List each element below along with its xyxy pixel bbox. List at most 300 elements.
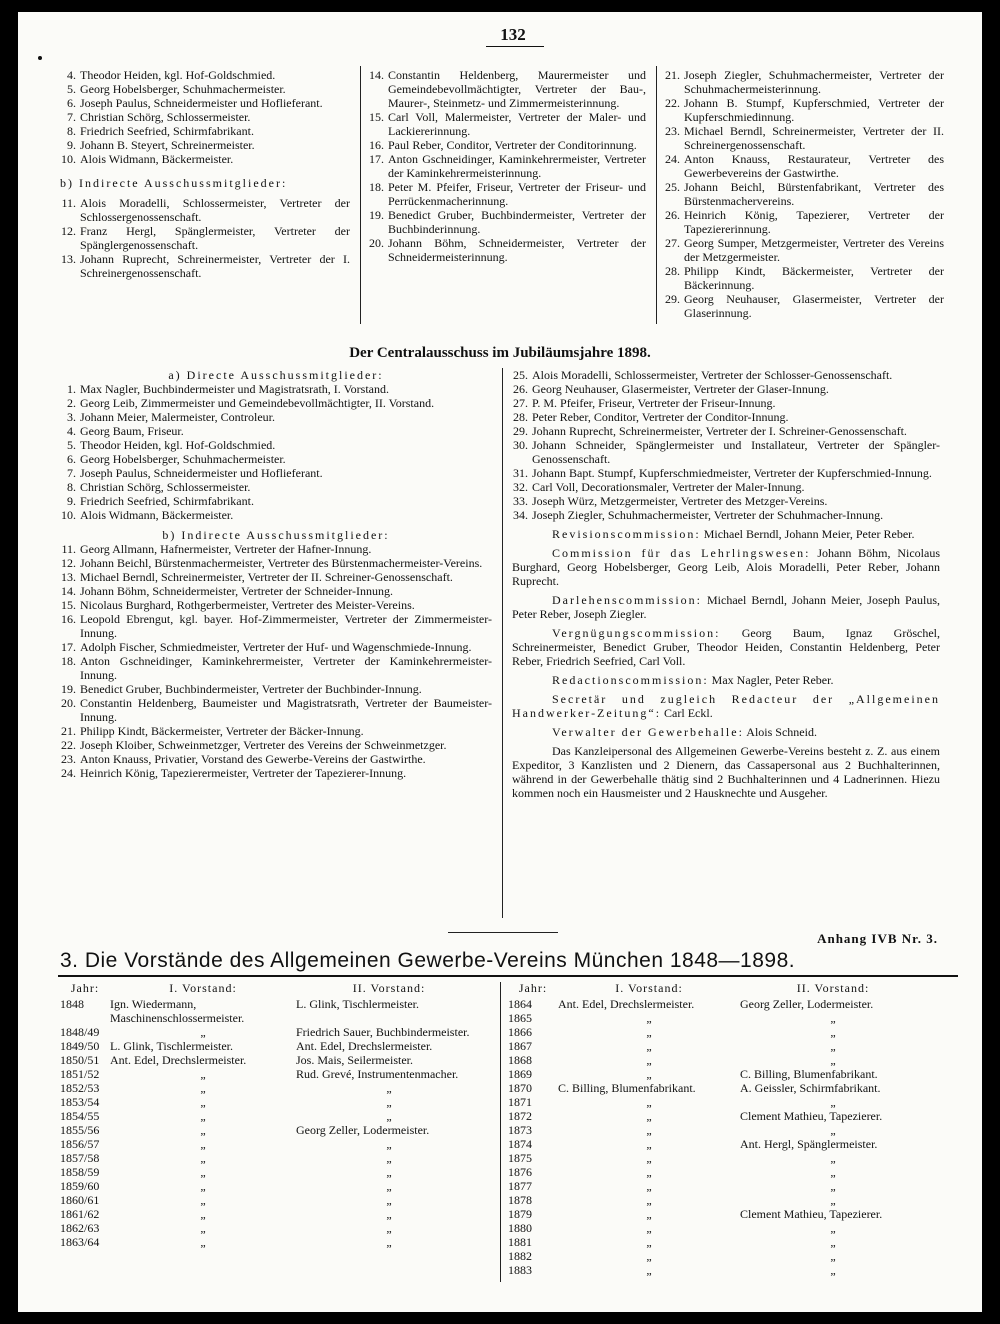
chairs-table-left bbox=[60, 982, 482, 1249]
item-text: Leopold Ebrengut, kgl. bayer. Hof-Zimmermeister, Vertreter der Zimmermeister-Innung. bbox=[80, 612, 492, 640]
item-number: 7. bbox=[67, 110, 76, 124]
list-item bbox=[368, 110, 646, 138]
item-text: Georg Sumper, Metzgermeister, Vertreter des Vereins der Metzgermeister. bbox=[684, 236, 944, 264]
commission-entry bbox=[512, 546, 940, 588]
first-chair-cell: „ bbox=[646, 1025, 652, 1039]
item-number: 32. bbox=[513, 480, 528, 494]
table-row bbox=[60, 1179, 482, 1193]
table-row bbox=[508, 1165, 926, 1179]
item-number: 10. bbox=[61, 152, 76, 166]
top-column-1 bbox=[60, 68, 350, 280]
second-chair-cell: „ bbox=[830, 1221, 836, 1235]
list-item bbox=[664, 264, 944, 292]
year-cell: 1849/50 bbox=[60, 1039, 100, 1053]
year-cell: 1868 bbox=[508, 1053, 532, 1067]
item-text: Carl Voll, Decorationsmaler, Vertreter der Maler-Innung. bbox=[532, 480, 805, 494]
first-chair-cell: „ bbox=[646, 1011, 652, 1025]
item-text: Benedict Gruber, Buchbindermeister, Vertreter der Buchbinderinnung. bbox=[388, 208, 646, 236]
list-item bbox=[60, 224, 350, 252]
item-number: 9. bbox=[67, 494, 76, 508]
list-item bbox=[60, 612, 492, 640]
item-number: 26. bbox=[513, 382, 528, 396]
item-number: 2. bbox=[67, 396, 76, 410]
document-page bbox=[18, 12, 982, 1312]
item-number: 20. bbox=[61, 696, 76, 710]
table-row bbox=[60, 1221, 482, 1235]
commission-name: Darlehenscommission: bbox=[552, 593, 702, 607]
list-item bbox=[60, 138, 350, 152]
item-text: Peter M. Pfeifer, Friseur, Vertreter der Friseur- und Perrückenmacherinnung. bbox=[388, 180, 646, 208]
item-number: 29. bbox=[513, 424, 528, 438]
table-row bbox=[60, 1193, 482, 1207]
first-chair-cell: „ bbox=[200, 1165, 206, 1179]
table-row bbox=[508, 1123, 926, 1137]
col-header-year: Jahr: bbox=[70, 981, 100, 995]
list-item bbox=[60, 82, 350, 96]
commission-name: Vergnügungscommission: bbox=[552, 626, 721, 640]
col-header-year: Jahr: bbox=[518, 981, 548, 995]
item-text: Johann Ruprecht, Schreinermeister, Vertreter der I. Schreinergenossenschaft. bbox=[80, 252, 350, 280]
item-number: 24. bbox=[61, 766, 76, 780]
list-item bbox=[368, 68, 646, 110]
table-row bbox=[60, 1235, 482, 1249]
second-chair-cell: „ bbox=[830, 1039, 836, 1053]
table-row bbox=[60, 1067, 482, 1081]
page-number: 132 bbox=[500, 25, 526, 44]
list-item bbox=[60, 480, 492, 494]
list-item bbox=[60, 494, 492, 508]
item-text: Johann Schneider, Spänglermeister und Installateur, Vertreter der Spängler-Genossenschaft. bbox=[532, 438, 940, 466]
list-item bbox=[60, 738, 492, 752]
list-item bbox=[512, 410, 940, 424]
year-cell: 1850/51 bbox=[60, 1053, 100, 1067]
item-text: Alois Widmann, Bäckermeister. bbox=[80, 508, 234, 522]
item-text: Georg Baum, Friseur. bbox=[80, 424, 184, 438]
item-number: 5. bbox=[67, 438, 76, 452]
table-row bbox=[60, 1123, 482, 1137]
table-row bbox=[508, 1179, 926, 1193]
second-chair-cell: C. Billing, Blumenfabrikant. bbox=[740, 1067, 878, 1081]
second-chair-cell: „ bbox=[830, 1249, 836, 1263]
item-text: Joseph Würz, Metzgermeister, Vertreter des Metzger-Vereins. bbox=[532, 494, 828, 508]
item-text: Philipp Kindt, Bäckermeister, Vertreter der Bäcker-Innung. bbox=[80, 724, 364, 738]
item-text: Georg Leib, Zimmermeister und Gemeindebevollmächtigter, II. Vorstand. bbox=[80, 396, 435, 410]
list-item bbox=[60, 556, 492, 570]
item-text: Georg Neuhauser, Glasermeister, Vertreter der Glaser-Innung. bbox=[532, 382, 829, 396]
list-item bbox=[60, 96, 350, 110]
list-item bbox=[368, 138, 646, 152]
commission-members: Carl Eckl. bbox=[661, 706, 713, 720]
list-item bbox=[60, 124, 350, 138]
item-text: Michael Berndl, Schreinermeister, Vertreter der II. Schreinergenossenschaft. bbox=[684, 124, 944, 152]
item-number: 20. bbox=[369, 236, 384, 250]
item-text: Constantin Heldenberg, Maurermeister und Gemeindebevollmächtigter, Vertreter der Bau-, Maurer-, Steinmetz- und Zimmermeisterinnung. bbox=[388, 68, 646, 110]
commission-entry bbox=[512, 593, 940, 621]
item-text: Joseph Paulus, Schneidermeister und Hoflieferant. bbox=[80, 96, 323, 110]
table-row bbox=[60, 1207, 482, 1221]
staff-note: Das Kanzleipersonal des Allgemeinen Gewerbe-Vereins besteht z. Z. aus einem Expeditor, 3 Kanzlisten und 2 Dienern, das Cassapersonal aus 2 Buchhalterinnen, während in der Gewerbehalle thätig sind 2 Buchhalterinnen und 4 Ladnerinnen. Hiezu kommen noch ein Hausmeister und 2 Hausknechte und Ausgeher. bbox=[512, 744, 940, 800]
item-number: 16. bbox=[61, 612, 76, 626]
item-number: 26. bbox=[665, 208, 680, 222]
item-text: Carl Voll, Malermeister, Vertreter der Maler- und Lackiererinnung. bbox=[388, 110, 646, 138]
table-row bbox=[508, 1151, 926, 1165]
list-item bbox=[60, 766, 492, 780]
second-chair-cell: „ bbox=[386, 1165, 392, 1179]
item-number: 4. bbox=[67, 68, 76, 82]
item-text: Peter Reber, Conditor, Vertreter der Conditor-Innung. bbox=[532, 410, 789, 424]
year-cell: 1853/54 bbox=[60, 1095, 100, 1109]
first-chair-cell: „ bbox=[646, 1165, 652, 1179]
year-cell: 1883 bbox=[508, 1263, 532, 1277]
item-text: Joseph Kloiber, Schweinmetzger, Vertreter des Vereins der Schweinmetzger. bbox=[80, 738, 447, 752]
table-row bbox=[60, 1053, 482, 1067]
item-text: Paul Reber, Conditor, Vertreter der Conditorinnung. bbox=[388, 138, 637, 152]
year-cell: 1879 bbox=[508, 1207, 532, 1221]
item-text: Johann Beichl, Bürstenmachermeister, Vertreter des Bürstenmachermeister-Vereins. bbox=[80, 556, 483, 570]
item-number: 7. bbox=[67, 466, 76, 480]
item-text: Anton Knauss, Privatier, Vorstand des Gewerbe-Vereins der Gastwirthe. bbox=[80, 752, 426, 766]
list-item bbox=[512, 382, 940, 396]
item-text: Georg Allmann, Hafnermeister, Vertreter der Hafner-Innung. bbox=[80, 542, 372, 556]
list-item bbox=[60, 466, 492, 480]
second-chair-cell: „ bbox=[386, 1207, 392, 1221]
member-list bbox=[512, 368, 940, 522]
item-number: 23. bbox=[665, 124, 680, 138]
item-text: Alois Moradelli, Schlossermeister, Vertreter der Schlosser-Genossenschaft. bbox=[532, 368, 893, 382]
year-cell: 1880 bbox=[508, 1221, 532, 1235]
item-text: Nicolaus Burghard, Rothgerbermeister, Vertreter des Meister-Vereins. bbox=[80, 598, 415, 612]
year-cell: 1862/63 bbox=[60, 1221, 100, 1235]
commission-entry bbox=[512, 626, 940, 668]
table-row bbox=[508, 1053, 926, 1067]
commission-members: Michael Berndl, Johann Meier, Peter Reber. bbox=[700, 527, 915, 541]
item-text: Johann Beichl, Bürstenfabrikant, Vertreter des Bürstenmachervereins. bbox=[684, 180, 944, 208]
first-chair-cell: „ bbox=[646, 1151, 652, 1165]
item-number: 28. bbox=[665, 264, 680, 278]
item-number: 11. bbox=[61, 196, 76, 210]
list-item bbox=[60, 570, 492, 584]
central-right-column bbox=[512, 368, 940, 800]
item-number: 25. bbox=[513, 368, 528, 382]
table-row bbox=[508, 1039, 926, 1053]
first-chair-cell: „ bbox=[200, 1025, 206, 1039]
first-chair-cell: C. Billing, Blumenfabrikant. bbox=[558, 1081, 696, 1095]
item-text: Friedrich Seefried, Schirmfabrikant. bbox=[80, 124, 254, 138]
item-number: 25. bbox=[665, 180, 680, 194]
second-chair-cell: Clement Mathieu, Tapezierer. bbox=[740, 1207, 883, 1221]
second-chair-cell: „ bbox=[386, 1109, 392, 1123]
first-chair-cell: „ bbox=[646, 1053, 652, 1067]
col-header-first-chair: I. Vorstand: bbox=[169, 981, 237, 995]
table-row bbox=[508, 1193, 926, 1207]
item-number: 21. bbox=[665, 68, 680, 82]
first-chair-cell: „ bbox=[200, 1151, 206, 1165]
list-item bbox=[60, 752, 492, 766]
commission-name: Commission für das Lehrlingswesen: bbox=[552, 546, 811, 560]
item-number: 19. bbox=[61, 682, 76, 696]
list-item bbox=[60, 438, 492, 452]
subheading-indirect: b) Indirecte Ausschussmitglieder: bbox=[60, 176, 288, 190]
year-cell: 1877 bbox=[508, 1179, 532, 1193]
item-number: 27. bbox=[665, 236, 680, 250]
table-row bbox=[508, 1067, 926, 1081]
item-number: 4. bbox=[67, 424, 76, 438]
commission-name: Revisionscommission: bbox=[552, 527, 701, 541]
commission-name: Secretär und zugleich Redacteur der „Allgemeinen Handwerker-Zeitung“: bbox=[512, 692, 940, 720]
year-cell: 1860/61 bbox=[60, 1193, 100, 1207]
year-cell: 1882 bbox=[508, 1249, 532, 1263]
first-chair-cell: „ bbox=[200, 1235, 206, 1249]
year-cell: 1851/52 bbox=[60, 1067, 100, 1081]
item-text: Adolph Fischer, Schmiedmeister, Vertreter der Huf- und Wagenschmiede-Innung. bbox=[80, 640, 472, 654]
first-chair-cell: „ bbox=[200, 1207, 206, 1221]
second-chair-cell: Clement Mathieu, Tapezierer. bbox=[740, 1109, 883, 1123]
item-text: Theodor Heiden, kgl. Hof-Goldschmied. bbox=[80, 68, 276, 82]
second-chair-cell: „ bbox=[830, 1053, 836, 1067]
item-text: Anton Gschneidinger, Kaminkehrermeister, Vertreter der Kaminkehrermeister-Innung. bbox=[80, 654, 492, 682]
list-item bbox=[60, 584, 492, 598]
second-chair-cell: „ bbox=[386, 1151, 392, 1165]
table-row bbox=[60, 1081, 482, 1095]
item-text: Joseph Paulus, Schneidermeister und Hoflieferant. bbox=[80, 466, 323, 480]
first-chair-cell: Ant. Edel, Drechslermeister. bbox=[558, 997, 695, 1011]
list-item bbox=[512, 438, 940, 466]
col-header-second-chair: II. Vorstand: bbox=[352, 981, 426, 995]
member-list bbox=[60, 382, 492, 522]
list-item bbox=[512, 396, 940, 410]
list-item bbox=[664, 68, 944, 96]
first-chair-cell: „ bbox=[646, 1235, 652, 1249]
table-row bbox=[508, 1249, 926, 1263]
item-number: 30. bbox=[513, 438, 528, 452]
list-item bbox=[60, 542, 492, 556]
year-cell: 1871 bbox=[508, 1095, 532, 1109]
list-item bbox=[60, 724, 492, 738]
table-row bbox=[60, 1095, 482, 1109]
list-item bbox=[664, 236, 944, 264]
table-row bbox=[508, 1025, 926, 1039]
item-number: 8. bbox=[67, 480, 76, 494]
table-row bbox=[508, 1081, 926, 1095]
list-item bbox=[664, 180, 944, 208]
list-item bbox=[60, 196, 350, 224]
list-item bbox=[512, 480, 940, 494]
second-chair-cell: „ bbox=[830, 1165, 836, 1179]
list-item bbox=[368, 180, 646, 208]
second-chair-cell: „ bbox=[830, 1193, 836, 1207]
year-cell: 1875 bbox=[508, 1151, 532, 1165]
item-number: 15. bbox=[61, 598, 76, 612]
second-chair-cell: „ bbox=[386, 1081, 392, 1095]
commission-entry bbox=[512, 527, 940, 541]
item-text: Max Nagler, Buchbindermeister und Magistratsrath, I. Vorstand. bbox=[80, 382, 390, 396]
list-item bbox=[512, 466, 940, 480]
year-cell: 1867 bbox=[508, 1039, 532, 1053]
first-chair-cell: „ bbox=[200, 1095, 206, 1109]
second-chair-cell: „ bbox=[386, 1179, 392, 1193]
list-item bbox=[512, 508, 940, 522]
second-chair-cell: Georg Zeller, Lodermeister. bbox=[740, 997, 874, 1011]
commission-entry bbox=[512, 692, 940, 720]
year-cell: 1861/62 bbox=[60, 1207, 100, 1221]
item-text: Georg Hobelsberger, Schuhmachermeister. bbox=[80, 82, 286, 96]
second-chair-cell: Ant. Edel, Drechslermeister. bbox=[296, 1039, 433, 1053]
first-chair-cell: „ bbox=[200, 1081, 206, 1095]
item-number: 22. bbox=[61, 738, 76, 752]
table-row bbox=[508, 1207, 926, 1221]
second-chair-cell: Georg Zeller, Lodermeister. bbox=[296, 1123, 430, 1137]
list-item bbox=[60, 654, 492, 682]
col-header-second-chair: II. Vorstand: bbox=[796, 981, 870, 995]
year-cell: 1869 bbox=[508, 1067, 532, 1081]
list-item bbox=[60, 252, 350, 280]
list-item bbox=[512, 424, 940, 438]
item-text: Joseph Ziegler, Schuhmachermeister, Vertreter der Schuhmachermeisterinnung. bbox=[684, 68, 944, 96]
commission-members: Max Nagler, Peter Reber. bbox=[708, 673, 834, 687]
item-number: 12. bbox=[61, 556, 76, 570]
year-cell: 1881 bbox=[508, 1235, 532, 1249]
member-list bbox=[60, 542, 492, 780]
first-chair-cell: „ bbox=[646, 1221, 652, 1235]
first-chair-cell: „ bbox=[646, 1193, 652, 1207]
item-text: Benedict Gruber, Buchbindermeister, Vertreter der Buchbinder-Innung. bbox=[80, 682, 422, 696]
year-cell: 1856/57 bbox=[60, 1137, 100, 1151]
item-number: 8. bbox=[67, 124, 76, 138]
second-chair-cell: „ bbox=[386, 1235, 392, 1249]
subheading-direct: a) Directe Ausschussmitglieder: bbox=[168, 368, 384, 382]
year-cell: 1873 bbox=[508, 1123, 532, 1137]
first-chair-cell: „ bbox=[646, 1263, 652, 1277]
first-chair-cell: „ bbox=[646, 1123, 652, 1137]
item-text: Alois Widmann, Bäckermeister. bbox=[80, 152, 234, 166]
chairs-table-right bbox=[508, 982, 926, 1277]
second-chair-cell: Rud. Grevé, Instrumentenmacher. bbox=[296, 1067, 459, 1081]
second-chair-cell: „ bbox=[386, 1137, 392, 1151]
item-text: Johann Böhm, Schneidermeister, Vertreter der Schneider-Innung. bbox=[80, 584, 393, 598]
year-cell: 1848/49 bbox=[60, 1025, 100, 1039]
first-chair-cell: „ bbox=[200, 1123, 206, 1137]
commission-members: Georg Baum, Ignaz Gröschel, Schreinermeister, Benedict Gruber, Theodor Heiden, Constantin Heldenberg, Peter Reber, Friedrich Seefried, Carl Voll. bbox=[512, 626, 940, 668]
second-chair-cell: „ bbox=[830, 1179, 836, 1193]
item-text: Heinrich König, Tapezierer, Vertreter der Tapeziererinnung. bbox=[684, 208, 944, 236]
item-number: 18. bbox=[369, 180, 384, 194]
list-item bbox=[664, 208, 944, 236]
item-number: 23. bbox=[61, 752, 76, 766]
second-chair-cell: „ bbox=[386, 1221, 392, 1235]
table-row bbox=[60, 1109, 482, 1123]
item-text: Anton Gschneidinger, Kaminkehrermeister, Vertreter der Kaminkehrermeisterinnung. bbox=[388, 152, 646, 180]
title-rule bbox=[58, 975, 958, 977]
commission-members: Alois Schneid. bbox=[743, 725, 817, 739]
item-text: Heinrich König, Tapezierermeister, Vertreter der Tapezierer-Innung. bbox=[80, 766, 407, 780]
list-item bbox=[60, 68, 350, 82]
year-cell: 1876 bbox=[508, 1165, 532, 1179]
item-number: 31. bbox=[513, 466, 528, 480]
item-number: 10. bbox=[61, 508, 76, 522]
page-number-rule bbox=[486, 46, 544, 47]
item-text: Johann Ruprecht, Schreinermeister, Vertreter der I. Schreiner-Genossenschaft. bbox=[532, 424, 907, 438]
subheading-indirect: b) Indirecte Ausschussmitglieder: bbox=[162, 528, 390, 542]
item-number: 29. bbox=[665, 292, 680, 306]
list-item bbox=[60, 410, 492, 424]
item-number: 15. bbox=[369, 110, 384, 124]
list-item bbox=[60, 382, 492, 396]
item-text: Theodor Heiden, kgl. Hof-Goldschmied. bbox=[80, 438, 276, 452]
item-number: 13. bbox=[61, 252, 76, 266]
list-item bbox=[512, 494, 940, 508]
member-list bbox=[60, 68, 350, 166]
member-list bbox=[664, 68, 944, 320]
commission-list bbox=[512, 527, 940, 739]
first-chair-cell: Ign. Wiedermann, Maschinenschlossermeister. bbox=[110, 997, 245, 1025]
first-chair-cell: „ bbox=[646, 1207, 652, 1221]
commission-members: Johann Böhm, Nicolaus Burghard, Georg Hobelsberger, Georg Leib, Alois Moradelli, Peter Reber, Johann Ruprecht. bbox=[512, 546, 940, 588]
list-item bbox=[368, 152, 646, 180]
list-item bbox=[60, 424, 492, 438]
commission-name: Redactionscommission: bbox=[552, 673, 709, 687]
table-row bbox=[60, 1165, 482, 1179]
year-cell: 1870 bbox=[508, 1081, 532, 1095]
table-row bbox=[508, 997, 926, 1011]
ink-speck bbox=[38, 56, 42, 60]
item-text: Georg Hobelsberger, Schuhmachermeister. bbox=[80, 452, 286, 466]
item-text: Alois Moradelli, Schlossermeister, Vertreter der Schlossergenossenschaft. bbox=[80, 196, 350, 224]
list-item bbox=[60, 508, 492, 522]
list-item bbox=[512, 368, 940, 382]
table-row bbox=[508, 1263, 926, 1277]
column-divider bbox=[502, 368, 503, 918]
big-title: 3. Die Vorstände des Allgemeinen Gewerbe-Vereins München 1848—1898. bbox=[60, 949, 796, 972]
list-item bbox=[664, 124, 944, 152]
item-number: 6. bbox=[67, 96, 76, 110]
section-title: Der Centralausschuss im Jubiläumsjahre 1898. bbox=[349, 345, 651, 361]
table-row bbox=[508, 1011, 926, 1025]
item-text: Christian Schörg, Schlossermeister. bbox=[80, 110, 251, 124]
year-cell: 1857/58 bbox=[60, 1151, 100, 1165]
commission-entry bbox=[512, 725, 940, 739]
second-chair-cell: „ bbox=[830, 1263, 836, 1277]
item-text: Michael Berndl, Schreinermeister, Vertreter der II. Schreiner-Genossenschaft. bbox=[80, 570, 453, 584]
first-chair-cell: L. Glink, Tischlermeister. bbox=[110, 1039, 233, 1053]
first-chair-cell: „ bbox=[646, 1137, 652, 1151]
item-number: 19. bbox=[369, 208, 384, 222]
table-row bbox=[60, 1137, 482, 1151]
item-number: 17. bbox=[61, 640, 76, 654]
second-chair-cell: „ bbox=[830, 1123, 836, 1137]
item-number: 13. bbox=[61, 570, 76, 584]
item-text: Georg Neuhauser, Glasermeister, Vertreter der Glaserinnung. bbox=[684, 292, 944, 320]
commission-name: Verwalter der Gewerbehalle: bbox=[552, 725, 744, 739]
column-divider bbox=[500, 982, 501, 1282]
list-item bbox=[664, 96, 944, 124]
first-chair-cell: „ bbox=[646, 1249, 652, 1263]
list-item bbox=[60, 396, 492, 410]
list-item bbox=[60, 640, 492, 654]
item-text: Johann B. Stumpf, Kupferschmied, Vertreter der Kupferschmiedinnung. bbox=[684, 96, 944, 124]
year-cell: 1863/64 bbox=[60, 1235, 100, 1249]
second-chair-cell: L. Glink, Tischlermeister. bbox=[296, 997, 419, 1011]
list-item bbox=[60, 452, 492, 466]
item-number: 14. bbox=[369, 68, 384, 82]
table-row bbox=[508, 1137, 926, 1151]
first-chair-cell: Ant. Edel, Drechslermeister. bbox=[110, 1053, 247, 1067]
item-text: Johann Bapt. Stumpf, Kupferschmiedmeister, Vertreter der Kupferschmied-Innung. bbox=[532, 466, 932, 480]
item-number: 12. bbox=[61, 224, 76, 238]
table-row bbox=[60, 1151, 482, 1165]
item-number: 1. bbox=[67, 382, 76, 396]
annex-label: Anhang IVB Nr. 3. bbox=[817, 931, 938, 946]
first-chair-cell: „ bbox=[200, 1137, 206, 1151]
